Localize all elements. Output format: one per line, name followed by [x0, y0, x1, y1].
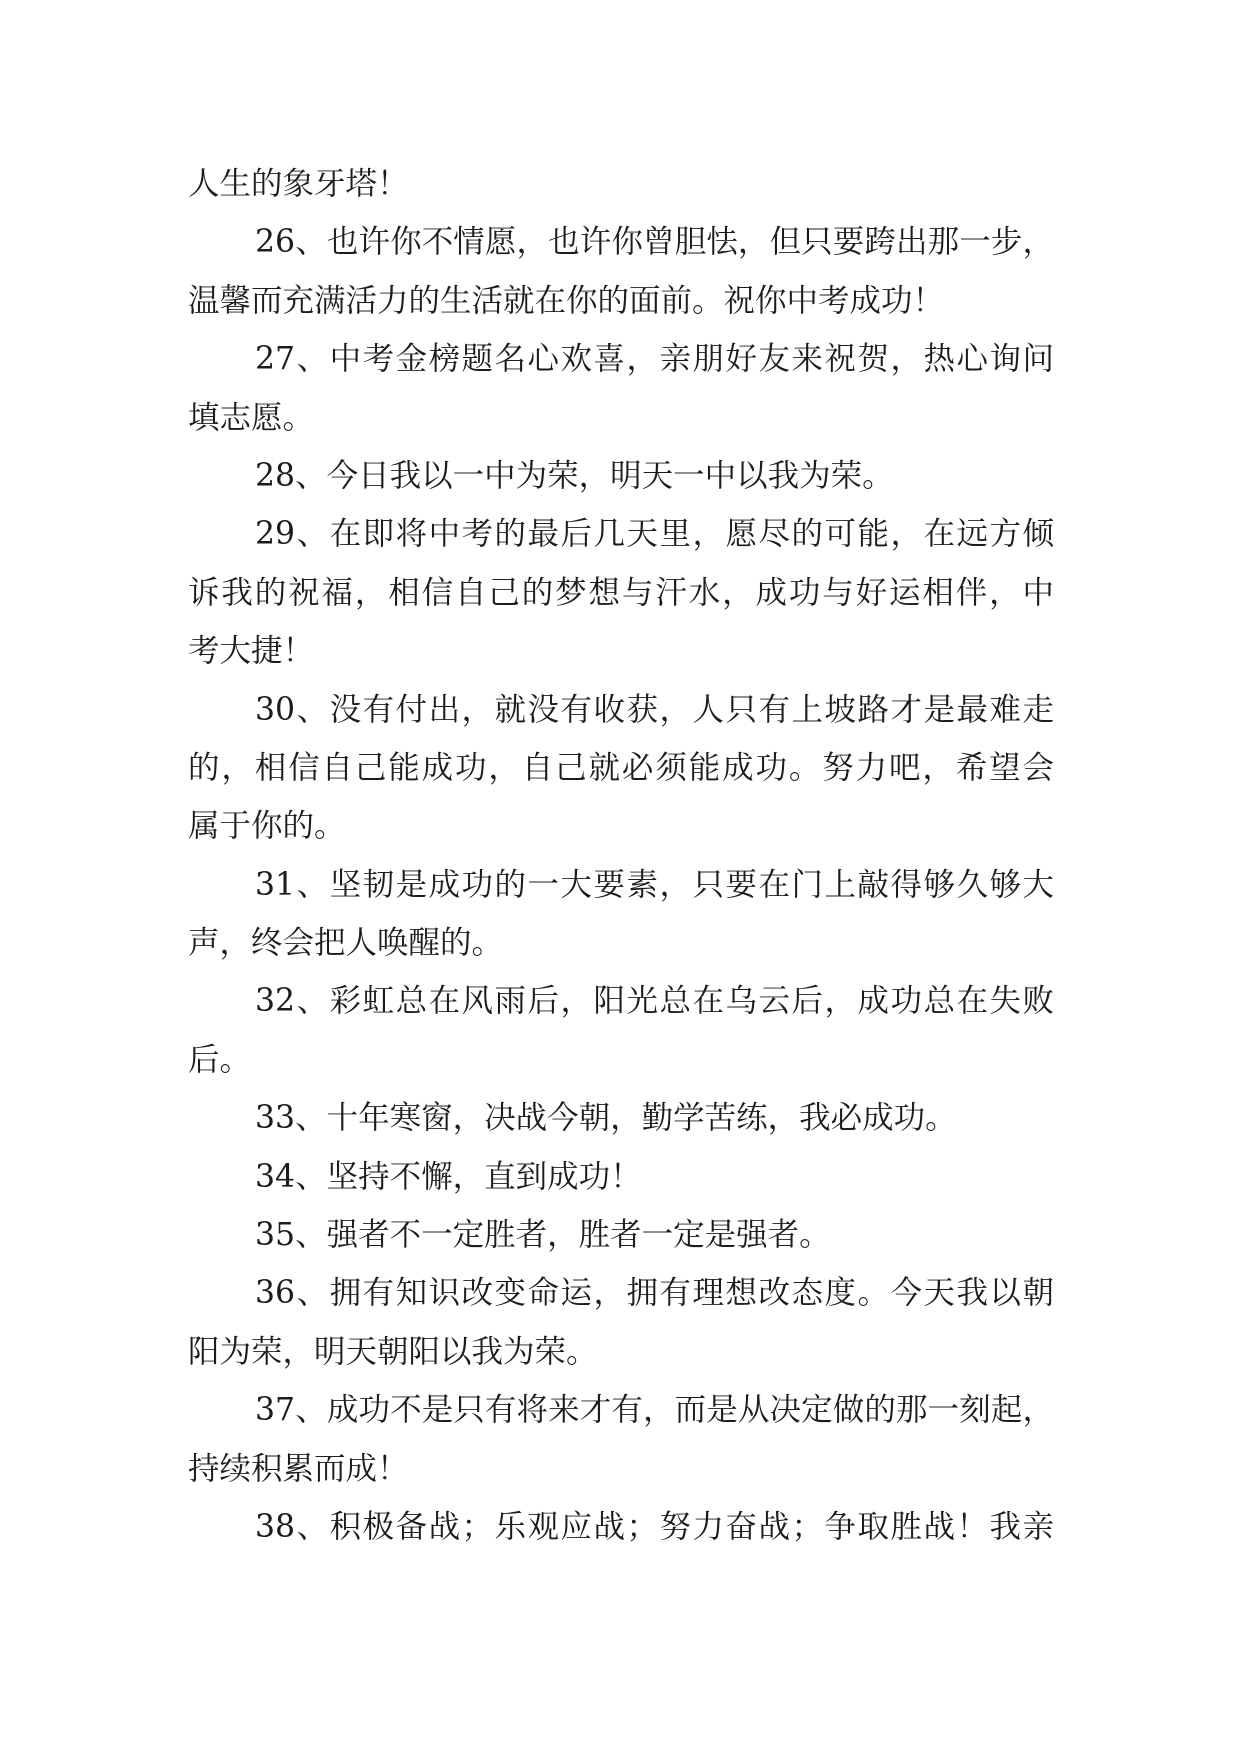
text-line: 36、拥有知识改变命运，拥有理想改态度。今天我以朝 — [255, 1275, 1054, 1312]
paragraph-28 — [188, 447, 1054, 505]
paragraph-35 — [188, 1206, 1054, 1264]
text-line: 后。 — [188, 1041, 252, 1078]
text-line: 38、积极备战；乐观应战；努力奋战；争取胜战！我亲 — [255, 1508, 1054, 1545]
paragraph-30 — [188, 681, 1054, 856]
text-line: 阳为荣，明天朝阳以我为荣。 — [188, 1333, 598, 1370]
text-line: 33、十年寒窗，决战今朝，勤学苦练，我必成功。 — [255, 1100, 957, 1137]
paragraph-36 — [188, 1264, 1054, 1381]
text-line: 26、也许你不情愿，也许你曾胆怯，但只要跨出那一步， — [255, 224, 1054, 261]
text-line: 29、在即将中考的最后几天里，愿尽的可能，在远方倾 — [255, 516, 1054, 553]
text-line: 属于你的。 — [188, 808, 346, 845]
text-line: 温馨而充满活力的生活就在你的面前。祝你中考成功！ — [188, 282, 945, 319]
paragraph-37 — [188, 1381, 1054, 1498]
text-line: 持续积累而成！ — [188, 1450, 409, 1487]
text-line: 37、成功不是只有将来才有，而是从决定做的那一刻起， — [255, 1392, 1054, 1429]
text-line: 31、坚韧是成功的一大要素，只要在门上敲得够久够大 — [255, 866, 1054, 903]
document-body — [188, 155, 1054, 1556]
text-line: 35、强者不一定胜者，胜者一定是强者。 — [255, 1217, 831, 1254]
text-line: 34、坚持不懈，直到成功！ — [255, 1158, 642, 1195]
text-line: 32、彩虹总在风雨后，阳光总在乌云后，成功总在失败 — [255, 983, 1054, 1020]
text-line: 28、今日我以一中为荣，明天一中以我为荣。 — [255, 457, 894, 494]
text-line: 考大捷！ — [188, 633, 315, 670]
paragraph-29 — [188, 505, 1054, 680]
paragraph-34 — [188, 1148, 1054, 1206]
text-line: 的，相信自己能成功，自己就必须能成功。努力吧，希望会 — [188, 749, 1054, 786]
paragraph-33 — [188, 1089, 1054, 1147]
text-line: 30、没有付出，就没有收获，人只有上坡路才是最难走 — [255, 691, 1054, 728]
text-line: 诉我的祝福，相信自己的梦想与汗水，成功与好运相伴，中 — [188, 574, 1054, 611]
text-line: 填志愿。 — [188, 399, 315, 436]
paragraph-27 — [188, 330, 1054, 447]
paragraph-continuation — [188, 155, 1054, 213]
text-line: 声，终会把人唤醒的。 — [188, 925, 504, 962]
paragraph-32 — [188, 972, 1054, 1089]
paragraph-26 — [188, 213, 1054, 330]
text-line: 人生的象牙塔！ — [188, 166, 409, 202]
paragraph-31 — [188, 856, 1054, 973]
text-line: 27、中考金榜题名心欢喜，亲朋好友来祝贺，热心询问 — [255, 341, 1054, 378]
paragraph-38 — [188, 1498, 1054, 1556]
